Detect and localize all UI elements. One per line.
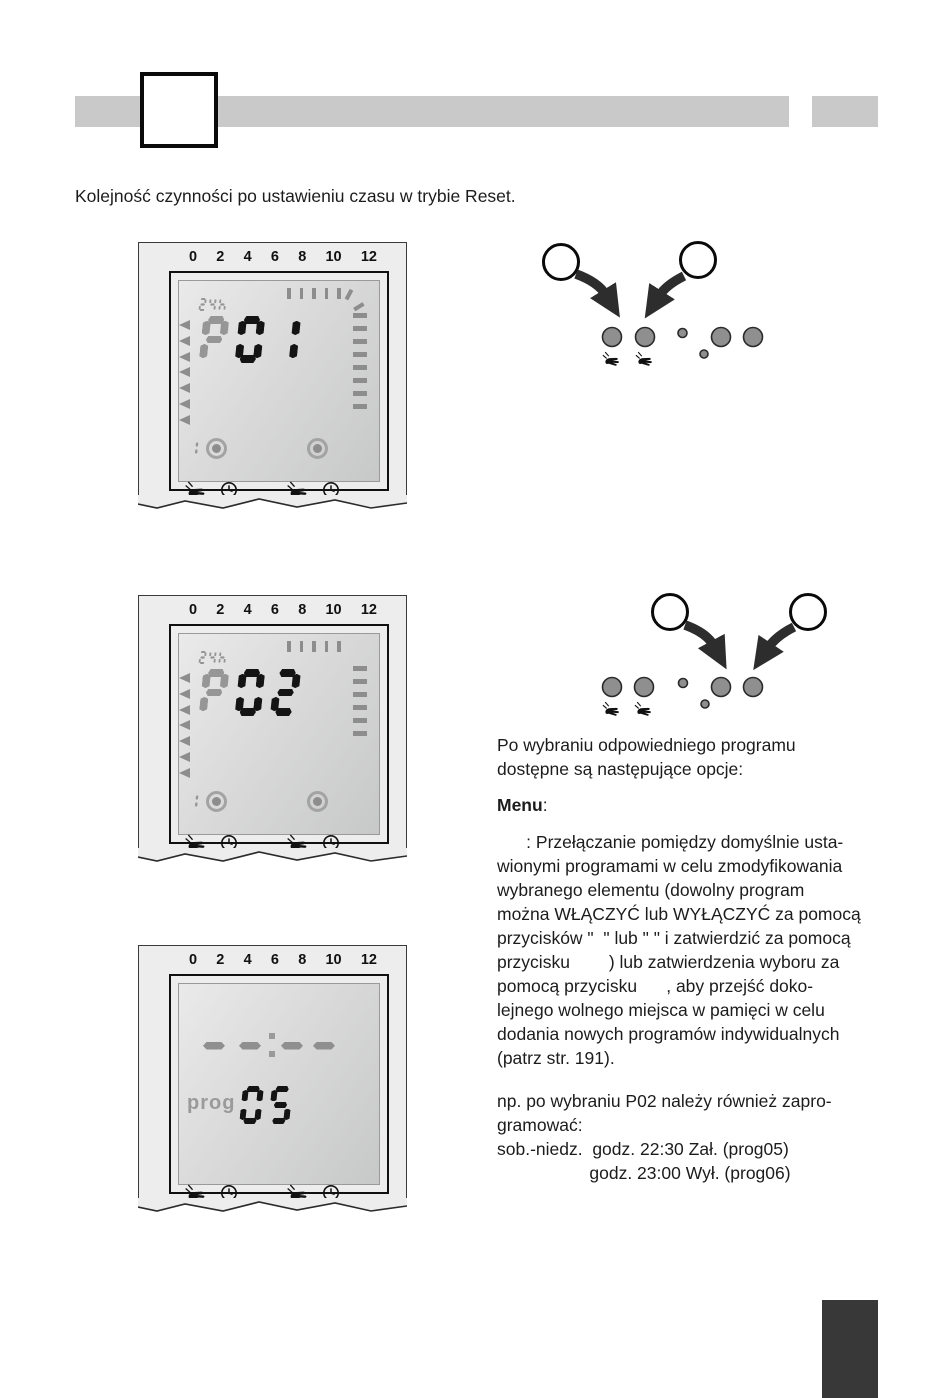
scale-row <box>189 602 377 618</box>
scale-number: 6 <box>270 952 279 968</box>
channel-button-right <box>307 438 328 459</box>
device-button <box>744 328 763 347</box>
top-tick <box>325 641 329 652</box>
selector-circle <box>791 595 826 630</box>
scale-number: 4 <box>243 602 252 618</box>
top-tick <box>337 641 341 652</box>
button-diagram-2 <box>590 585 835 735</box>
mode-24h-label <box>199 651 226 664</box>
time-dash <box>313 1042 335 1050</box>
right-tick <box>353 731 367 736</box>
left-marker-arrow <box>179 336 190 346</box>
prog-number <box>241 1086 291 1124</box>
scale-row <box>189 249 377 265</box>
page-footer-block <box>822 1300 878 1398</box>
program-readout <box>201 316 299 363</box>
selector-circle <box>544 245 579 280</box>
hand-icon <box>633 702 652 716</box>
body-text <box>497 733 927 1197</box>
small-device-button <box>679 679 688 688</box>
hand-icon <box>634 352 653 366</box>
left-marker-arrow <box>179 399 190 409</box>
time-dash <box>281 1042 303 1050</box>
text-line: przycisków " " lub " " i zatwierdzić za pomocą <box>497 928 851 948</box>
text-line: dostępne są następujące opcje: <box>497 759 744 779</box>
right-tick <box>353 718 367 723</box>
left-marker-arrow <box>179 352 190 362</box>
intro-text: Kolejność czynności po ustawieniu czasu w trybie Reset. <box>75 186 516 206</box>
arrow <box>768 627 794 648</box>
text-line: wionymi programami w celu zmodyfikowania <box>497 856 843 876</box>
button-diagram-1 <box>530 235 775 385</box>
hand-icon <box>601 352 620 366</box>
scale-number: 4 <box>243 249 252 265</box>
text-line: wybranego elementu (dowolny program <box>497 880 805 900</box>
selector-circle <box>653 595 688 630</box>
arrow <box>576 274 606 295</box>
channel-button-left <box>206 438 227 459</box>
torn-edge <box>138 1198 407 1222</box>
arrow <box>659 276 684 296</box>
right-tick <box>353 666 367 671</box>
left-marker-arrow <box>179 768 190 778</box>
device-button <box>603 678 622 697</box>
scale-number: 8 <box>298 602 307 618</box>
colon-dot <box>269 1033 275 1039</box>
scale-number: 12 <box>360 602 377 618</box>
time-dash <box>239 1042 261 1050</box>
text-line: przycisku ) lub zatwierdzenia wyboru za <box>497 952 840 972</box>
small-device-button <box>678 329 687 338</box>
scale-number: 12 <box>360 249 377 265</box>
menu-label: Menu <box>497 795 543 815</box>
left-marker-arrow <box>179 673 190 683</box>
right-tick <box>353 313 367 318</box>
left-marker-arrow <box>179 320 190 330</box>
device-button <box>603 328 622 347</box>
scale-number: 2 <box>216 602 225 618</box>
scale-number: 0 <box>189 249 198 265</box>
text-line: Po wybraniu odpowiedniego programu <box>497 735 796 755</box>
right-tick <box>353 339 367 344</box>
text-line: można WŁĄCZYĆ lub WYŁĄCZYĆ za pomocą <box>497 904 861 924</box>
time-dash <box>203 1042 225 1050</box>
scale-number: 2 <box>216 249 225 265</box>
paragraph-example <box>497 1089 927 1185</box>
text-line: gramować: <box>497 1115 583 1135</box>
scale-number: 8 <box>298 249 307 265</box>
lcd-display-panel-1 <box>138 242 407 495</box>
paragraph-intro-options <box>497 733 927 781</box>
left-marker-arrow <box>179 367 190 377</box>
text-line: (patrz str. 191). <box>497 1048 615 1068</box>
right-tick <box>353 326 367 331</box>
program-readout <box>201 669 299 716</box>
channel-button-right <box>307 791 328 812</box>
right-tick <box>353 705 367 710</box>
scale-number: 10 <box>325 249 342 265</box>
device-button <box>635 678 654 697</box>
arrow <box>685 625 714 646</box>
scale-number: 10 <box>325 602 342 618</box>
device-button <box>712 678 731 697</box>
scale-number: 10 <box>325 952 342 968</box>
right-tick <box>353 404 367 409</box>
torn-edge <box>138 495 407 519</box>
scale-number: 8 <box>298 952 307 968</box>
text-line: lejnego wolnego miejsca w pamięci w celu <box>497 1000 825 1020</box>
top-tick <box>287 288 291 299</box>
hand-icon <box>601 702 620 716</box>
text-line: godz. 23:00 Wył. (prog06) <box>497 1163 791 1183</box>
scale-number: 12 <box>360 952 377 968</box>
left-marker-arrow <box>179 736 190 746</box>
colon-dot <box>269 1051 275 1057</box>
left-marker-arrow <box>179 415 190 425</box>
scale-number: 6 <box>270 249 279 265</box>
small-device-button <box>700 350 708 358</box>
text-line: np. po wybraniu P02 należy również zapro- <box>497 1091 832 1111</box>
scale-number: 0 <box>189 952 198 968</box>
menu-heading <box>497 793 927 817</box>
mode-24h-label <box>199 298 226 311</box>
top-tick <box>312 641 316 652</box>
scale-row <box>189 952 377 968</box>
right-tick <box>353 365 367 370</box>
left-marker-arrow <box>179 720 190 730</box>
channel-number <box>190 441 198 455</box>
text-line: sob.-niedz. godz. 22:30 Zał. (prog05) <box>497 1139 789 1159</box>
lcd-display-panel-3 <box>138 945 407 1198</box>
scale-number: 4 <box>243 952 252 968</box>
top-tick <box>300 641 304 652</box>
header-accent-bar-right <box>812 96 878 127</box>
channel-button-left <box>206 791 227 812</box>
selector-circle <box>681 243 716 278</box>
menu-colon: : <box>542 795 548 815</box>
top-tick <box>325 288 329 299</box>
right-tick <box>353 692 367 697</box>
prog-label: prog <box>187 1092 236 1114</box>
top-tick <box>312 288 316 299</box>
scale-number: 2 <box>216 952 225 968</box>
time-dashes <box>203 1032 363 1060</box>
top-tick <box>337 288 341 299</box>
header-box <box>140 72 218 148</box>
left-marker-arrow <box>179 383 190 393</box>
right-tick <box>353 352 367 357</box>
left-marker-arrow <box>179 705 190 715</box>
right-tick <box>353 679 367 684</box>
top-tick <box>300 288 304 299</box>
text-line: : Przełączanie pomiędzy domyślnie usta- <box>497 832 844 852</box>
text-line: pomocą przycisku , aby przejść doko- <box>497 976 814 996</box>
device-button <box>744 678 763 697</box>
right-tick <box>353 378 367 383</box>
device-button <box>712 328 731 347</box>
scale-number: 6 <box>270 602 279 618</box>
paragraph-menu-description <box>497 830 927 1070</box>
small-device-button <box>701 700 709 708</box>
lcd-frame <box>169 974 389 1194</box>
channel-number <box>190 794 198 808</box>
lcd-screen <box>178 983 380 1185</box>
left-marker-arrow <box>179 752 190 762</box>
scale-number: 0 <box>189 602 198 618</box>
text-line: dodania nowych programów indywidualnych <box>497 1024 840 1044</box>
device-button <box>636 328 655 347</box>
left-marker-arrow <box>179 689 190 699</box>
top-tick <box>287 641 291 652</box>
torn-edge <box>138 848 407 872</box>
right-tick <box>353 391 367 396</box>
lcd-display-panel-2 <box>138 595 407 848</box>
